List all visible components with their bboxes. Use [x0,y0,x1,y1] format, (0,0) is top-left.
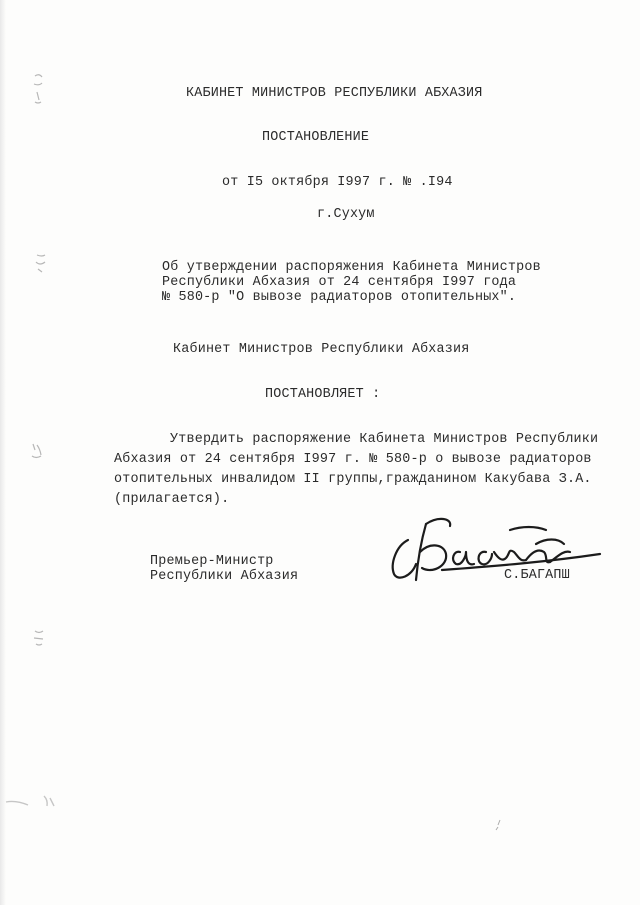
binder-hole-mark [30,442,44,462]
city-line: г.Сухум [317,207,375,222]
signatory-name: С.БАГАПШ [504,568,570,583]
body-line: Утвердить распоряжение Кабинета Министров Республики [170,432,599,447]
scan-speck [494,818,504,832]
binder-hole-mark [34,252,48,274]
signatory-title-line: Республики Абхазия [150,569,299,584]
subject-line: Республики Абхазия от 24 сентября I997 года [162,275,517,290]
binder-hole-mark [32,628,46,648]
body-line: (прилагается). [114,492,230,507]
binder-hole-mark [4,790,62,814]
resolves-heading: ПОСТАНОВЛЯЕТ : [265,387,381,402]
issuer-line: Кабинет Министров Республики Абхазия [173,342,470,357]
signatory-title-line: Премьер-Министр [150,554,274,569]
body-line: отопительных инвалидом II группы,гражданином Какубава З.А. [114,472,592,487]
subject-line: Об утверждении распоряжения Кабинета Министров [162,260,541,275]
subject-line: № 580-р "О вывозе радиаторов отопительных". [162,290,517,305]
binder-hole-mark [32,72,46,106]
handwritten-signature [386,508,606,586]
body-line: Абхазия от 24 сентября I997 г. № 580-р о вывозе радиаторов [114,452,592,467]
issuer-header: КАБИНЕТ МИНИСТРОВ РЕСПУБЛИКИ АБХАЗИЯ [186,86,483,101]
document-type-title: ПОСТАНОВЛЕНИЕ [262,130,370,145]
date-number-line: от I5 октября I997 г. № .I94 [222,175,453,190]
scan-edge-shadow [0,0,6,905]
